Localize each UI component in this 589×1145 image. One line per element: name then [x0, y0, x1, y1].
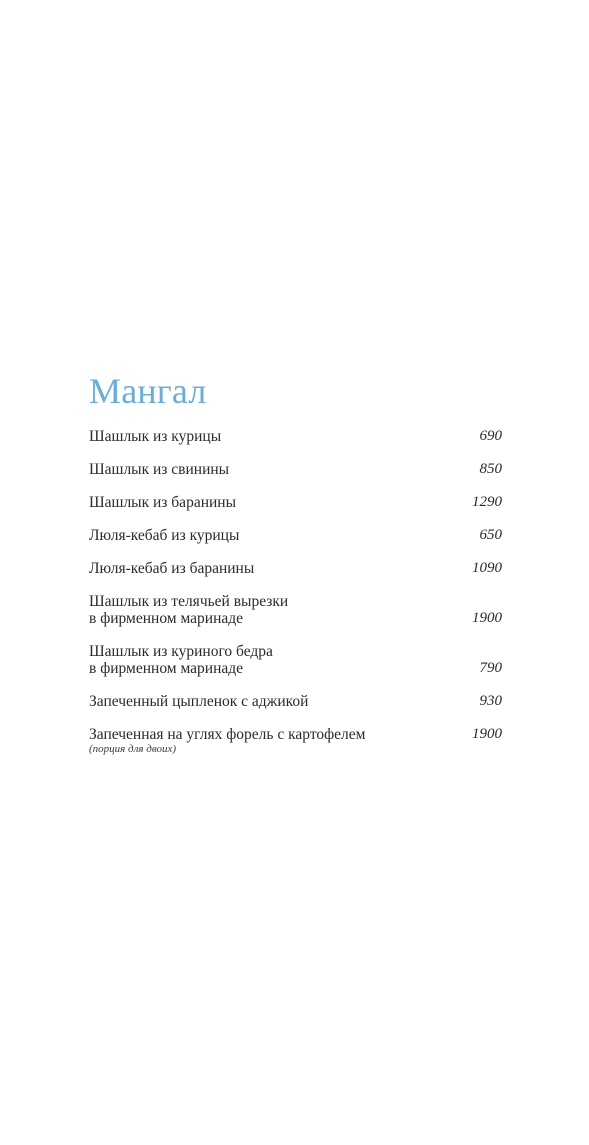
- menu-item-name: [89, 693, 308, 710]
- menu-item-name-line: Шашлык из телячьей вырезки: [89, 593, 289, 610]
- menu-item-price: 690: [479, 428, 502, 444]
- menu-item-name-line: Шашлык из свинины: [89, 461, 230, 478]
- section-title: Мангал: [89, 371, 207, 411]
- menu-item: [89, 560, 502, 577]
- menu-item: [89, 461, 502, 478]
- menu-item-price: 1090: [472, 560, 502, 576]
- menu-item-price: 1900: [472, 610, 502, 626]
- menu-item-name: [89, 494, 236, 511]
- menu-item-price: 930: [479, 693, 502, 709]
- menu-item-price: 1290: [472, 494, 502, 510]
- menu-item-price: 1900: [472, 726, 502, 742]
- menu-item-name-line: Шашлык из курицы: [89, 428, 222, 445]
- menu-item-name-line: Люля-кебаб из баранины: [89, 560, 255, 577]
- menu-item-name-line: в фирменном маринаде: [89, 660, 244, 677]
- menu-item-name-line: Запеченный цыпленок с аджикой: [89, 693, 309, 710]
- menu-item-name-line: в фирменном маринаде: [89, 610, 244, 627]
- menu-section-mangal: [89, 370, 502, 771]
- menu-item-name-line: Запеченная на углях форель с картофелем: [89, 726, 366, 743]
- menu-item-note: (порция для двоих): [89, 743, 176, 755]
- menu-item: [89, 428, 502, 445]
- menu-item-price: 650: [479, 527, 502, 543]
- menu-item-name: [89, 527, 239, 544]
- menu-item-name: [89, 560, 254, 577]
- menu-item-name: [89, 461, 229, 478]
- menu-item-name: [89, 726, 365, 755]
- menu-item: [89, 593, 502, 627]
- menu-item-name-line: Шашлык из баранины: [89, 494, 236, 511]
- menu-item: [89, 527, 502, 544]
- menu-item-name: [89, 593, 288, 627]
- menu-item: [89, 693, 502, 710]
- menu-item-name: [89, 428, 221, 445]
- menu-item-list: [89, 428, 502, 755]
- menu-item-name-line: Люля-кебаб из курицы: [89, 527, 240, 544]
- menu-item-name: [89, 643, 273, 677]
- menu-item-price: 850: [479, 461, 502, 477]
- menu-item: [89, 494, 502, 511]
- menu-item: [89, 726, 502, 755]
- menu-item-name-line: Шашлык из куриного бедра: [89, 643, 273, 660]
- menu-item-price: 790: [479, 660, 502, 676]
- menu-item: [89, 643, 502, 677]
